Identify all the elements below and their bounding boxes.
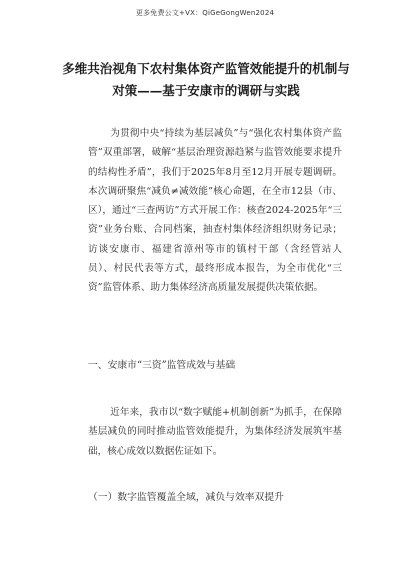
document-title: 多维共治视角下农村集体资产监管效能提升的机制与对策——基于安康市的调研与实践 [62,61,350,98]
intro-text: 为贯彻中央“持续为基层减负”与“强化农村集体资产监管”双重部署，破解“基层治理资源趋紧与监管效能要求提升的结构性矛盾”，我们于2025年8月至12月开展专题调研。本次调研聚焦“减负≠减效能”核心命题，在全市12县（市、区），通过“三查两访”方式开展工作：核查2024-2025年“三资”业务台账、合同档案，抽查村集体经济组织财务记录；访谈安康市、福建省漳州等市的镇村干部（含经管站人员）、村民代表等方式，最终形成本报告，为全市优化“三资”监管体系、助力集体经济高质量发展提供决策依据。 [88,128,342,294]
subsection-heading: （一）数字监管覆盖全域，减负与效率双提升 [88,492,284,503]
section-body-paragraph [88,403,342,461]
section-body-text: 近年来，我市以“数字赋能+机制创新”为抓手，在保障基层减负的同时推动监管效能提升，为集体经济发展筑牢基础，核心成效以数据佐证如下。 [88,407,342,457]
intro-paragraph [88,124,342,298]
header-note: 更多免费公文+VX：QiGeGongWen2024 [135,9,275,17]
section-heading: 一、安康市“三资”监管成效与基础 [88,360,236,371]
